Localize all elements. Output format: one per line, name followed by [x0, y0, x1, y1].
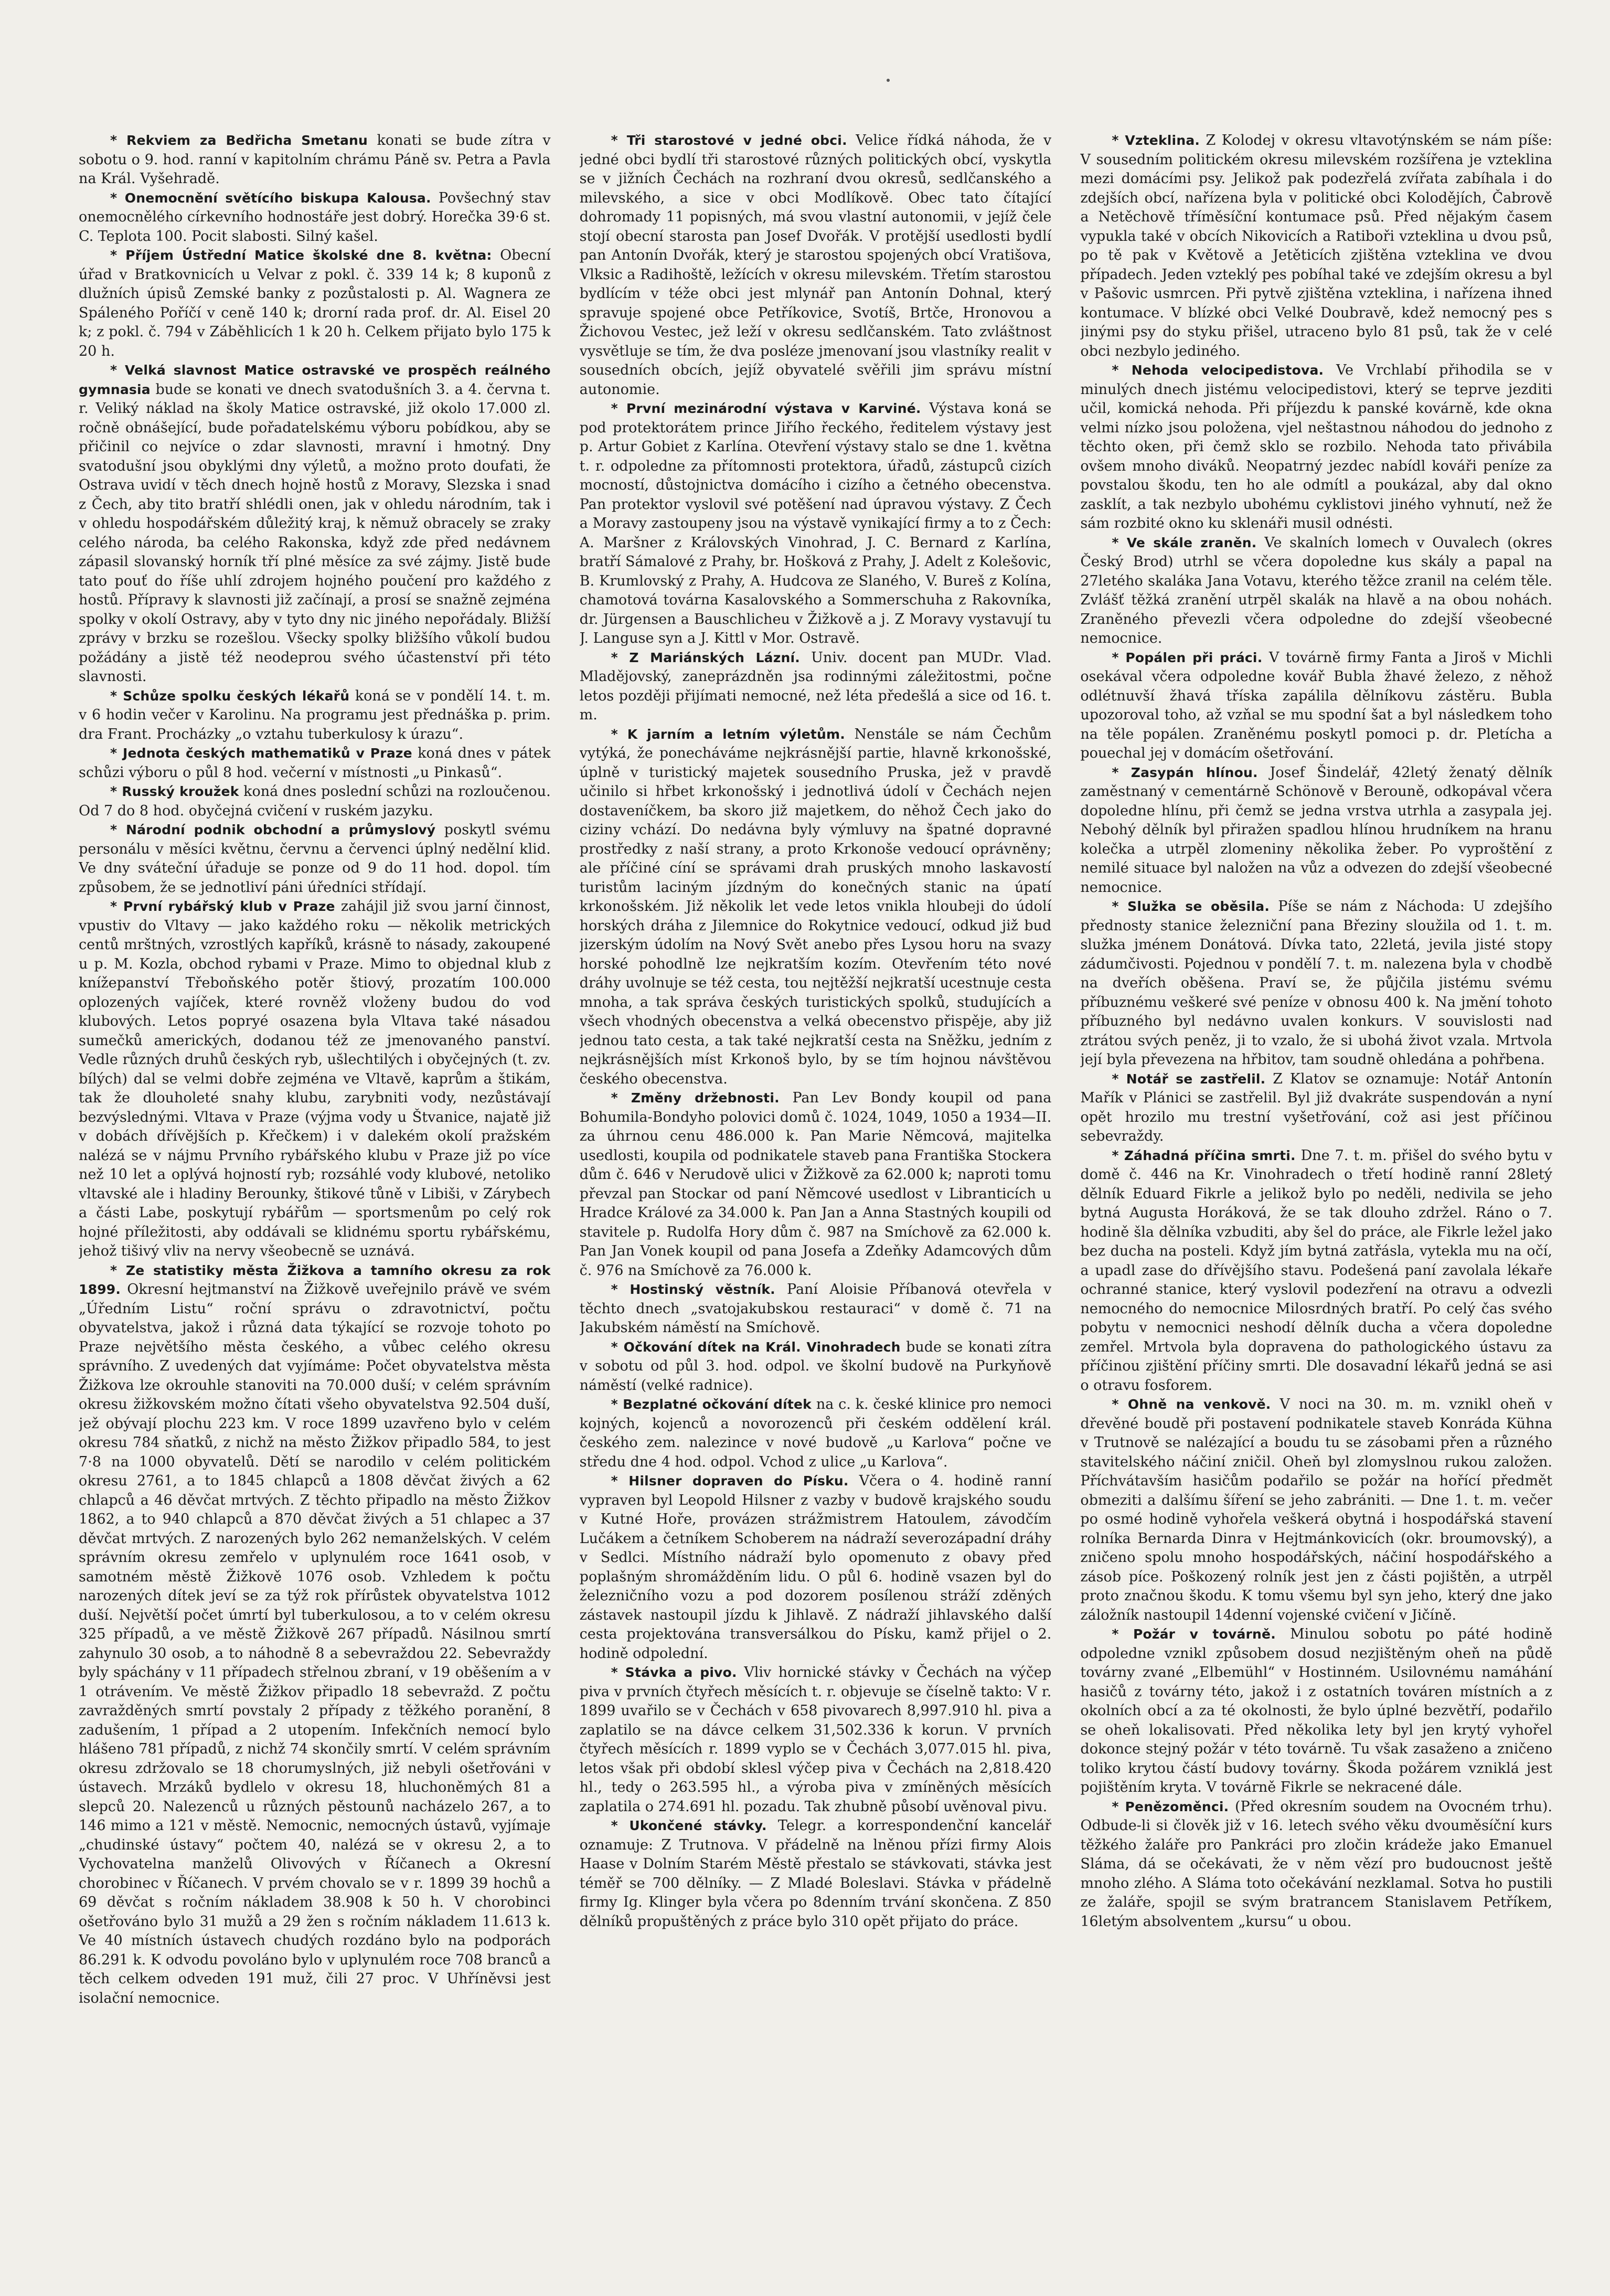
article-body: Vliv hornické stávky v Čechách na výčep piva v prvních čtyřech měsících t. r. objevuje se číselně takto: V r. 1899 uvařilo se v Čechách v 658 pivovarech 8,997.910 hl. piva a zaplatilo se na dávce celkem 31,502.336 k korun. V prvních čtyřech měsících r. 1899 vyplo se v Čechách 3,077.015 hl. piva, letos však při období sklesl výčep piva v Čechách na 2,818.420 hl., tedy o 263.595 hl., a výroba piva v zmíněných měsících zaplatila o 274.691 hl. pozadu. Tak zhubně působí uvěnoval pivu. [579, 1664, 1052, 1815]
article-heading: * Hilsner dopraven do Písku. [611, 1473, 849, 1489]
article-body: Nenstále se nám Čechům vytýká, že ponecháváme nejkrásnější partie, hlavně krkonošské, úplně v turistický majetek sousedního Pruska, jež v pravdě učinilo si hřbet krkonošský i jednotlivá údolí v Čechách nejen dostaveníčkem, ba skoro již majetkem, do něhož Čech jako do ciziny vchází. Do nedávna byly výmluvy na špatné dopravné prostředky z naší strany, a proto Krkonoše vedoucí oprávněny; ale příčiné cíní se správami drah pruských mnoho laskavostí turistům laciným jízdným do konečných stanic na úpatí krkonošském. Již několik let vede letos vnikla hloubeji do údolí horských dráha z Jilemnice do Rokytnice vedoucí, odkud již bud jizerským údolím na Nový Svět anebo přes Lysou horu na svazy horské pohodlně lze nejkratším kozím. Otevřením této nové dráhy uvolnuje se též cesta, tou nejtěžší nejkratší ucestnuje cesta mnoha, a tak správa českých turistických spolků, studujících a všech vhodných obecenstva a velká obecenstvo přispěje, aby již jednou tato cesta, a tak také nejkratší cesta na Sněžku, jedním z nejkrásnějších míst Krkonoš bylo, by se tím hojnou návštěvou českého obecenstva. [579, 726, 1052, 1087]
article-heading: * Bezplatné očkování dítek [611, 1397, 812, 1412]
column-middle [580, 131, 1052, 2225]
article-body: Josef Šindelář, 42letý ženatý dělník zaměstnaný v cementárně Schönově v Berouně, odkopával včera dopoledne hlínu, při čemž se jedna vrstva utrhla a zasypala jej. Nebohý dělník byl přiražen spadlou hlínou hrudníkem na hranu kolečka a utrpěl zlomeniny několika žeber. Po vyproštění z nemilé situace byl naložen na vůz a odvezen do zdejší všeobecné nemocnice. [1080, 764, 1552, 896]
article-paragraph [1080, 1625, 1552, 1798]
article-paragraph [1080, 1798, 1552, 1932]
article-paragraph [1080, 131, 1552, 361]
article-paragraph [1080, 1146, 1552, 1396]
article-body: Velice řídká náhoda, že v jedné obci bydlí tři starostové různých politických obcí, vyskytla se v jižních Čechách na rozhraní dvou okresů, sedlčanského a milevského, a sice v obci Modlíkově. Obec tato čítající dohromady 11 popisných, má svou vlastní autonomii, v jejíž čele stojí obecní starosta pan Josef Dvořák. V protější usedlosti bydlí pan Antonín Dvořák, který je starostou spojených obcí Vratišova, Vlksic a Radihoště, ležících v okresu milevském. Třetím starostou bydlícím v téže obci jest mlynář pan Antonín Dohnal, který spravuje spojené obce Petříkovice, Svotíš, Brtče, Hronovou a Žichovou Vestec, jež leží v okresu sedlčanském. Tato zvláštnost vysvětluje se tím, že dva posléze jmenovaní jsou vlastníky realit v sousedních obcích, jejíž obyvatelé svěřili jim správu místní autonomie. [579, 132, 1052, 398]
article-heading: * Popálen při práci. [1112, 650, 1263, 665]
article-body: zahájil již svou jarní činnost, vpustiv do Vltavy — jako každého roku — několik metrických centů mrštných, vzrostlých kapříků, krásně to násady, zakoupené u p. M. Kozla, obchod rybami v Praze. Mimo to objednal klub z knížepanství Třeboňského potěr štiový, prozatím 100.000 oplozených vajíček, které rovněž vloženy budou do vod klubových. Letos popryé osazena byla Vltava také násadou sumečků amerických, dodanou též ze jmenovaného panství. Vedle různých druhů českých ryb, ušlechtilých i obyčejných (t. zv. bílých) dal se velmi dobře zejména ve Vltavě, kaprům a štikám, tak že dlouholeté snahy klubu, zarybniti vody, nezůstávají bezvýslednými. Vltava v Praze (výjma vody u Štvanice, najatě již v dobách dřívějších p. Křečkem) i v dalekém okolí pražském nalézá se v nájmu Prvního rybářského klubu v Praze již po více než 10 let a oplývá hojností ryb; rozsáhlé vody klubové, netoliko vltavské ale i hladiny Berounky, štikové tůně v Libiši, v Zárybech a části Labe, poskytují rybářům — sportsmenům po celý rok hojné příležitosti, aby oddávali se klidnému sportu rybářskému, jehož tišivý vliv na nervy všeobecně se uznává. [79, 898, 551, 1259]
article-heading: * Ze statistiky města Žižkova a tamního okresu za rok 1899. [79, 1262, 551, 1297]
article-body: Povšechný stav onemocnělého církevního hodnostáře jest dobrý. Horečka 39·6 st. C. Teplota 100. Pocit slabosti. Silný kašel. [79, 189, 551, 245]
article-paragraph [580, 1338, 1052, 1396]
article-body: Univ. docent pan MUDr. Vlad. Mladějovský, zaneprázdněn jsa rodinnými záležitostmi, počne letos později přijímati nemocné, než léta předešlá a sice od 16. t. m. [579, 649, 1052, 723]
article-paragraph [1080, 763, 1552, 898]
article-heading: * Russký kroužek [110, 784, 239, 799]
article-body: bude se konati zítra v sobotu od půl 3. hod. odpol. ve školní budově na Purkyňově náměstí (velké radnice). [579, 1338, 1052, 1394]
article-heading: * Požár v továrně. [1112, 1627, 1276, 1642]
article-paragraph [1080, 897, 1552, 1070]
article-paragraph [79, 744, 551, 782]
article-body: konati se bude zítra v sobotu o 9. hod. ranní v kapitolním chrámu Páně sv. Petra a Pavla na Král. Vyšehradě. [79, 132, 551, 187]
article-heading: * Ohně na venkově. [1112, 1397, 1271, 1412]
article-body: Ve skalních lomech v Ouvalech (okres Český Brod) utrhl se včera dopoledne kus skály a papal na 27letého skaláka Jana Votavu, kterého těžce zranil na celém těle. Zvlášť těžká zranění utrpěl skalák na hlavě a na obou nohách. Zraněného převezli včera odpoledne do zdejší všeobecné nemocnice. [1080, 534, 1552, 646]
article-heading: * Služka se oběsila. [1112, 899, 1270, 914]
article-paragraph [1080, 534, 1552, 649]
article-paragraph [1080, 649, 1552, 763]
article-paragraph [580, 1395, 1052, 1472]
article-heading: * Velká slavnost Matice ostravské ve prospěch reálného gymnasia [79, 363, 551, 397]
article-paragraph [79, 782, 551, 821]
article-paragraph [79, 1261, 551, 2008]
article-paragraph [580, 1280, 1052, 1338]
article-heading: * Zasypán hlínou. [1112, 764, 1258, 780]
article-body: koná dnes poslední schůzi na rozloučenou. Od 7 do 8 hod. obyčejná cvičení v ruském jazyku. [79, 783, 551, 819]
article-heading: * Vzteklina. [1112, 133, 1200, 148]
article-body: (Před okresním soudem na Ovocném trhu). Odbude-li si člověk již v 16. letech svého věku dvouměsíční kurs těžkého žaláře pro Pankráci pro zločin krádeže jako Emanuel Sláma, dá se očekávati, že v něm vězí pro budoucnost ještě mnoho zlého. A Sláma toto očekávání nezklamal. Sotva ho pustili ze žaláře, spojil se svým bratrancem Stanislavem Petříkem, 16letým absolventem „kursu“ u obou. [1080, 1798, 1552, 1930]
article-heading: * Z Mariánských Lázní. [611, 650, 800, 665]
article-heading: * První rybářský klub v Praze [110, 899, 335, 914]
article-paragraph [79, 131, 551, 189]
article-paragraph [79, 189, 551, 247]
article-body: Píše se nám z Náchoda: U zdejšího přednosty stanice železniční pana Březiny sloužila od 1. t. m. služka jménem Donátová. Dívka tato, 22letá, jevila jisté stopy zádumčivosti. Pojednou v pondělí 7. t. m. nalezena byla v chodbě na dveřích oběšena. Praví se, že půjčila jistému svému příbuznému veškeré své peníze v obnosu 400 k. Na jmění tohoto příbuzného byl nedávno uvalen konkurs. V souvislosti nad ztrátou svých peněz, ji to vzalo, že si ubohá život vzala. Mrtvola její byla převezena na hřbitov, tam soudně ohledána a pohřbena. [1080, 898, 1552, 1068]
article-paragraph [580, 1472, 1052, 1663]
text-columns [79, 131, 1552, 2225]
article-heading: * Očkování dítek na Král. Vinohradech [611, 1339, 901, 1355]
article-body: bude se konati ve dnech svatodušních 3. a 4. června t. r. Veliký náklad na školy Matice ostravské, již okolo 17.000 zl. ročně obnášející, bude pořadatelskému výboru pobídkou, aby se přičinil co nejvíce o zdar slavnosti, mravní i hmotný. Dny svatodušní jsou obyklými dny výletů, a možno proto doufati, že Ostrava uvidí v těch dnech hojně hostů z Moravy, Slezska i snad z Čech, aby tito bratří shlédli onen, jak v ohledu národním, tak i v ohledu hospodářském důležitý kraj, k němuž obracely se zraky celého národa, ba celého Rakonska, když zde před nedávnem zápasil slovanský horník tří plné měsíce za své zájmy. Jistě bude tato pouť do říše uhlí zdrojem hojného poučení pro každého z hostů. Přípravy k slavnosti již začínají, a prosí se snažně zejména spolky v okolí Ostravy, aby v tyto dny nic jiného nepořádaly. Bližší zprávy v brzku se rozešlou. Všecky spolky bližšího vůkolí budou požádány a jistě též neodeprou svého účastenství při této slavnosti. [79, 381, 551, 685]
article-paragraph [580, 1663, 1052, 1816]
article-heading: * Tři starostové v jedné obci. [611, 133, 847, 148]
article-heading: * Příjem Ústřední Matice školské dne 8. května: [110, 248, 492, 263]
article-heading: * Rekviem za Bedřicha Smetanu [110, 133, 368, 148]
article-body: Včera o 4. hodině ranní vypraven byl Leopold Hilsner z vazby v budově krajského soudu v Kutné Hoře, provázen strážmistrem Hatoulem, závodčím Lučákem a četníkem Schoberem na nádraží severozápadní dráhy v Sedlci. Místního nádraží bylo opomenuto z obavy před poplašným shromážděním lidu. O půl 6. hodině vsazen byl do železničního vozu a pod dozorem posílenou stráží zděných zástavek nastoupil jízdu k Jihlavě. Z nádraží jihlavského další cesta projektována transversálkou do Písku, kamž přijel o 2. hodině odpolední. [579, 1473, 1052, 1662]
article-body: Okresní hejtmanství na Žižkově uveřejnilo právě ve svém „Úředním Listu“ roční správu o zdravotnictví, počtu obyvatelstva, jakož i různá data týkající se rozvoje tohoto po Praze největšího města českého, a vůbec celého okresu správního. Z uvedených dat vyjímáme: Počet obyvatelstva města Žižkova lze okrouhle stanoviti na 70.000 duší; v celém správním okresu žižkovském možno čítati všeho obyvatelstva 92.504 duší, jež obývají plochu 223 km. V roce 1899 uzavřeno bylo v celém okresu 784 sňatků, z nichž na město Žižkov připadlo 584, to jest 7·8 na 1000 obyvatelů. Dětí se narodilo v celém politickém okresu 2761, a to 1845 chlapců a 1808 děvčat živých a 62 chlapců a 46 děvčat mrtvých. Z těchto připadlo na město Žižkov 1862, a to 940 chlapců a 870 děvčat živých a 51 chlapec a 37 děvčat mrtvých. Z narozených bylo 262 nemanželských. V celém správním okresu zemřelo v uplynulém roce 1641 osob, v samotném městě Žižkově 1076 osob. Vzhledem k počtu narozených dítek jeví se za týž rok přírůstek obyvatelstva 1012 duší. Největší počet úmrtí byl tuberkulosou, a to v celém okresu 325 případů, a ve městě Žižkově 267 případů. Násilnou smrtí zahynulo 30 osob, a to náhodně 8 a sebevraždou 22. Sebevraždy byly spáchány v 11 případech střelnou zbraní, v 19 oběšením a v 1 otrávením. Ve městě Žižkov připadlo 18 sebevražd. Z počtu zavražděných smrtí povstaly 2 případy z těžkého poranění, 8 zadušením, 1 případ a 2 utopením. Infekčních nemocí bylo hlášeno 781 případů, z nichž 74 skončily smrtí. V celém správním okresu zdržovalo se 18 chorumyslných, již nebyli ošetřováni v ústavech. Mrzáků bydlelo v okresu 18, hluchoněmých 81 a slepců 20. Nalezenců u různých pěstounů nacházelo 267, a to 146 mimo a 121 v městě. Nemocnic, nemocných ústavů, vyjímaje „chudinské ústavy“ počtem 40, nalézá se v okresu 2, a to Vychovatelna manželů Olivových v Říčanech a Okresní chorobinec v Říčanech. V prvém chovalo se v r. 1899 39 hochů a 69 děvčat s ročním nákladem 38.908 k 50 h. V chorobinci ošetřováno bylo 31 mužů a 29 žen s ročním nákladem 11.613 k. Ve 40 místních ústavech chudých rozdáno bylo na podporách 86.291 k. K odvodu povoláno bylo v uplynulém roce 708 branců a těch celkem odveden 191 muž, čili 27 proc. V Uhříněvsi jest isolační nemocnice. [79, 1281, 551, 2006]
article-heading: * Změny držebnosti. [611, 1090, 780, 1106]
article-paragraph [79, 687, 551, 745]
article-paragraph [1080, 361, 1552, 534]
article-heading: * Onemocnění světícího biskupa Kalousa. [110, 190, 431, 206]
article-body: Telegr. a korrespondenční kancelář oznamuje: Z Trutnova. V přádelně na lněnou přízi firmy Alois Haase v Dolním Starém Městě přestalo se stávkovati, stávka jest téměř se 700 dělníky. — Z Mladé Boleslavi. Stávka v přádelně firmy Ig. Klinger byla včera po 8denním trvání skončena. Z 850 dělníků propuštěných z práce bylo 310 opět přijato do práce. [579, 1817, 1052, 1930]
column-left [79, 131, 551, 2225]
article-paragraph [1080, 1070, 1552, 1146]
article-body: V noci na 30. m. m. vznikl oheň v dřevěné boudě při postavení podnikatele staveb Konráda Kühna v Trutnově se nalézající a boudu tu se zásobami přen a různého stavitelského náčiní zničil. Oheň byl zlomyslnou rukou založen. Příchvátavším hasičům podařilo se požár na hořící předmět obmeziti a dalšímu šíření se jeho zabrániti. — Dne 1. t. m. večer po osmé hodině vyhořela veškerá obytná i hospodářská stavení rolníka Bernarda Dinra v Hejtmánkovicích (okr. broumovský), a zničeno spolu mnoho hospodářských, náčiní hospodářského a zásob píce. Poškozený rolník jest jen z části pojištěn, a utrpěl proto značnou škodu. K tomu všemu byl syn jeho, který dne jako záložník nastoupil 14denní vojenské cvičení v Jičíně. [1080, 1396, 1552, 1623]
article-body: na c. k. české klinice pro nemoci kojných, kojenců a novorozenců při českém oddělení král. českého zem. nalezince v nové budově „u Karlova“ počne ve středu dne 4 hod. odpol. Vchod z ulice „u Karlova“. [579, 1396, 1052, 1470]
article-heading: * Ukončené stávky. [611, 1818, 767, 1833]
article-paragraph [79, 821, 551, 897]
article-heading: * Hostinský věstník. [611, 1282, 775, 1297]
article-body: Dne 7. t. m. přišel do svého bytu v domě č. 446 na Kr. Vinohradech o třetí hodině ranní 28letý dělník Eduard Fikrle a jelikož bylo po neděli, nedivila se jeho bytná Augusta Horáková, že se tak dlouho zdržel. Ráno o 7. hodině šla dělníka vzbuditi, aby šel do práce, ale Fikrle ležel jako bez ducha na posteli. Když jím bytná zatřásla, vytekla mu na očí, a upadl zase do dřívějšího stavu. Podešená paní zavolala lékaře ochranné stanice, který vyslovil podezření na otravu a odvezli nemocného do nemocnice Milosrdných bratří. Po celý čas svého pobytu v nemocnici neshodí dělník ducha a včera dopoledne zemřel. Mrtvola byla dopravena do pathologického ústavu za příčinou zjištění příčiny smrti. Dle dosavadní lékařů jedná se asi o otravu fosforem. [1080, 1147, 1552, 1394]
article-body: koná se v pondělí 14. t. m. v 6 hodin večer v Karolinu. Na programu jest přednáška p. prim. dra Frant. Procházky „o vztahu tuberkulosy k úrazu“. [79, 687, 551, 742]
article-heading: * Národní podnik obchodní a průmyslový [110, 822, 436, 837]
article-heading: * Penězoměnci. [1112, 1799, 1229, 1814]
article-paragraph [79, 897, 551, 1261]
article-body: Minulou sobotu po páté hodině odpoledne vznikl způsobem dosud nezjištěným oheň na půdě továrny zvané „Elbemühl“ v Hostinném. Usilovnému namáhání hasičů z továrny této, jakož i z ostatních továren místních a z okolních obcí a za té okolnosti, že bylo úplné bezvětří, podařilo se oheň lokalisovati. Před několika lety byl jen krytý vyhořel dokonce stejný požár v této továrně. Tu však zasaženo a zničeno toliko krytou částí budovy továrny. Škoda požárem vzniklá jest pojištěním kryta. V továrně Fikrle se nekracené dále. [1080, 1626, 1552, 1795]
column-right [1080, 131, 1552, 2225]
article-heading: * První mezinárodní výstava v Karviné. [611, 401, 921, 416]
article-body: Obecní úřad v Bratkovnicích u Velvar z pokl. č. 339 14 k; 8 kuponů z dlužních úpisů Zemské banky z pozůstalosti p. Al. Wagnera ze Spáleného Poříčí v ceně 140 k; drorní rada prof. dr. Al. Eisel 20 k; z pokl. č. 794 v Záběhlicích 1 k 20 h. Celkem přijato bylo 175 k 20 h. [79, 247, 551, 359]
article-heading: * Jednota českých mathematiků v Praze [110, 746, 412, 761]
article-paragraph [1080, 1395, 1552, 1625]
article-heading: * Záhadná příčina smrti. [1112, 1147, 1296, 1163]
article-heading: * Nehoda velocipedistova. [1112, 363, 1324, 378]
article-body: Z Kolodej v okresu vltavotýnském se nám píše: V sousedním politickém okresu milevském rozšířena je vzteklina mezi domácími psy. Jelikož pak podezřelá zvířata zabíhala i do zdejších obcí, nařízena byla v politické obci Kolodějích, Čabrově a Netěchově tříměsíční kontumace psů. Před nějakým časem vypukla také v obcích Nikovicích a Ratiboři vzteklina u dvou psů, po tě pak v Květově a Jetěticích zjištěna vzteklina ve dvou případech. Jeden vzteklý pes pobíhal také ve zdejším okresu a byl v Pašovic usmrcen. Při pytvě zjištěna vzteklina, i nařízena ihned kontumace. V blízké obci Velké Doubravě, kdež nemocný pes s jinými psy do styku přišel, utraceno bylo 81 psů, tak že v celé obci nezbylo jediného. [1080, 132, 1552, 359]
article-body: Z Klatov se oznamuje: Notář Antonín Mařík v Plánici se zastřelil. Byl již dvakráte suspendován a nyní opět hrozilo mu trestní vyšetřování, což asi jest příčinou sebevraždy. [1080, 1070, 1552, 1144]
article-heading: * Schůze spolku českých lékařů [110, 688, 350, 704]
print-speck [887, 79, 890, 82]
article-heading: * Notář se zastřelil. [1112, 1071, 1266, 1087]
article-paragraph [580, 399, 1052, 649]
article-body: poskytl svému personálu v měsíci květnu, červnu a červenci úplný nedělní klid. Ve dny sváteční úřaduje se ponze od 9 do 11 hod. dopol. tím způsobem, že se jednotliví páni úředníci střídají. [79, 822, 551, 896]
article-body: Paní Aloisie Příbanová otevřela v těchto dnech „svatojakubskou restauraci“ v domě č. 71 na Jakubském náměstí na Smíchově. [579, 1281, 1052, 1336]
article-heading: * K jarním a letním výletům. [611, 726, 845, 742]
article-paragraph [580, 649, 1052, 725]
article-heading: * Stávka a pivo. [611, 1665, 737, 1680]
article-body: koná dnes v pátek schůzi výboru o půl 8 hod. večerní v místnosti „u Pinkasů“. [79, 745, 551, 781]
article-body: Ve Vrchlabí přihodila se v minulých dnech jistému velocipedistovi, který se teprve jezditi učil, komická nehoda. Při příjezdu k panské kovárně, kde okna velmi nízko jsou položena, vjel neštastnou náhodou do jednoho z těchto oken, při čemž sklo se rozbilo. Nehoda tato přivábila ovšem mnoho diváků. Neopatrný jezdec nabídl kováři peníze za povstalou škodu, ten ho ale odmítl a poukázal, aby dal okno zasklít, a tak nezbylo ubohému cyklistovi jiného vyhnutí, než že sám rozbité okno ku sklenáři musil odnésti. [1080, 362, 1552, 532]
article-paragraph [580, 1089, 1052, 1280]
article-body: Výstava koná se pod protektorátem prince Jiřího řeckého, ředitelem výstavy jest p. Artur Gobiet z Karlína. Otevření výstavy stalo se dne 1. května t. r. odpoledne za přítomnosti protektora, úřadů, zástupců cizích mocností, důstojnictva domácího i cizího a četného obecenstva. Pan protektor vyslovil své potěšení nad úpravou výstavy. Z Čech a Moravy zastoupeny jsou na výstavě vynikající firmy a to z Čech: A. Maršner z Královských Vinohrad, J. C. Bernard z Karlína, bratří Sámalové z Prahy, br. Hošková z Prahy, J. Adelt z Kolešovic, B. Krumlovský z Prahy, A. Hudcova ze Slaného, V. Bureš z Kolína, chamotová továrna Kasalovského a Sommerschuha z Rakovníka, dr. Jürgensen a Bauschlicheu v Žižkově a j. Z Moravy vystavují tu J. Languse syn a J. Kittl v Mor. Ostravě. [579, 400, 1052, 646]
article-body: Pan Lev Bondy koupil od pana Bohumila-Bondyho polovici domů č. 1024, 1049, 1050 a 1934—II. za úhrnou cenu 486.000 k. Pan Marie Němcová, majitelka usedlosti, koupila od podnikatele staveb pana Františka Stockera dům č. 646 v Nerudově ulici v Žižkově za 62.000 k; naproti tomu převzal pan Stockar od paní Němcové usedlost v Libranticích u Hradce Králové za 34.000 k. Pan Jan a Anna Stastných koupili od stavitele p. Rudolfa Hory dům č. 987 na Smíchově za 62.000 k. Pan Jan Vonek koupil od pana Josefa a Zdeňky Adamcových dům č. 976 na Smíchově za 76.000 k. [579, 1090, 1052, 1279]
article-heading: * Ve skále zraněn. [1112, 535, 1257, 550]
article-body: V továrně firmy Fanta a Jiroš v Michli osekával včera odpoledne kovář Bubla žhavé železo, z něhož odlétnuvší žhavá tříska zapálila dělníkovu zástěru. Bubla upozoroval toho, až vzňal se mu spodní šat a byl následkem toho na těle popálen. Zraněnému poskytl pomoci p. dr. Pletícha a pouechal jej v domácím ošetřování. [1080, 649, 1552, 761]
article-paragraph [580, 131, 1052, 399]
article-paragraph [79, 246, 551, 361]
article-paragraph [580, 725, 1052, 1089]
article-paragraph [580, 1816, 1052, 1931]
article-paragraph [79, 361, 551, 687]
